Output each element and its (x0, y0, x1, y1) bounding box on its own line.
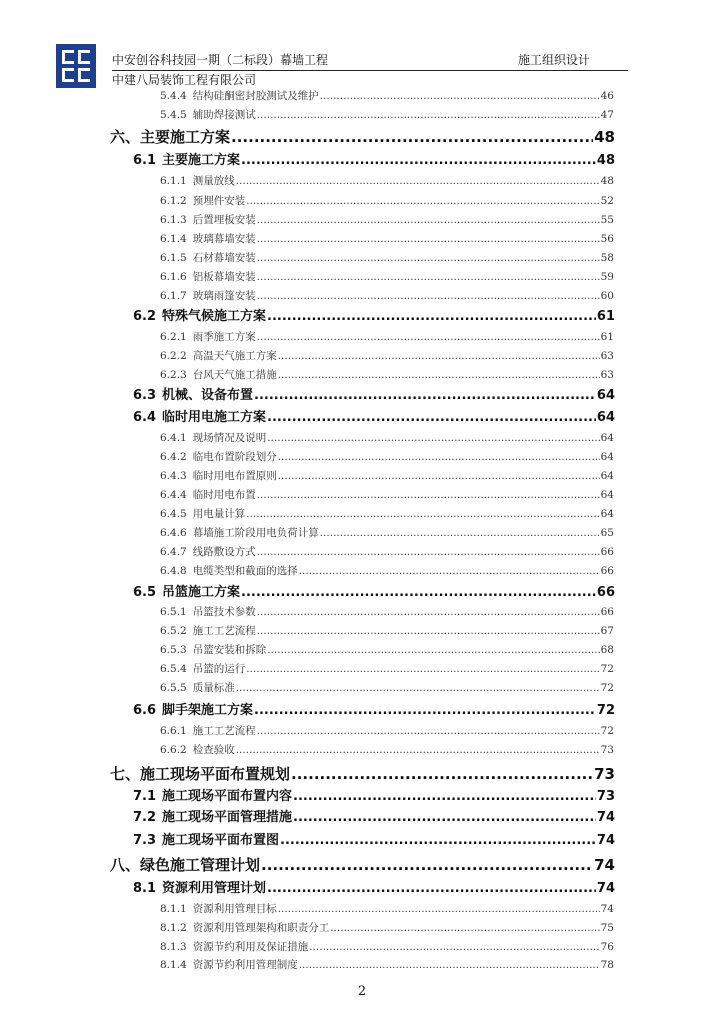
toc-entry-title: 资源节约利用管理制度 (192, 959, 298, 971)
toc-dot-leader (257, 330, 600, 345)
toc-entry-page: 48 (596, 153, 615, 168)
toc-dot-leader (246, 507, 599, 522)
toc-entry-number: 8.1.1 (160, 903, 187, 915)
toc-entry-page: 76 (600, 941, 614, 953)
toc-entry-title: 主要施工方案 (162, 153, 241, 168)
toc-entry-page: 66 (600, 546, 614, 558)
toc-entry-page: 74 (594, 856, 615, 874)
toc-entry[interactable] (160, 89, 614, 104)
toc-entry-number: 6.2 (133, 309, 157, 324)
toc-entry-title: 幕墙施工阶段用电负荷计算 (192, 527, 319, 539)
toc-entry[interactable] (160, 174, 614, 189)
toc-entry-title: 资源利用管理计划 (162, 881, 267, 896)
toc-dot-leader (278, 450, 600, 465)
toc-entry-title: 特殊气候施工方案 (162, 309, 267, 324)
toc-dot-leader (267, 643, 599, 658)
toc-entry-number: 6.1.4 (160, 233, 187, 245)
toc-entry[interactable] (160, 958, 614, 973)
toc-entry[interactable] (160, 662, 614, 677)
toc-entry-page: 64 (596, 410, 615, 425)
toc-entry-title: 用电量计算 (192, 508, 246, 520)
toc-entry[interactable] (160, 270, 614, 285)
toc-entry-page: 73 (594, 765, 615, 783)
toc-dot-leader (267, 409, 596, 427)
toc-entry-number: 6.2.2 (160, 350, 187, 362)
toc-entry-title: 石材幕墙安装 (192, 252, 256, 264)
toc-entry-page: 56 (600, 233, 614, 245)
toc-entry[interactable] (133, 788, 615, 806)
toc-dot-leader (257, 251, 600, 266)
toc-entry-title: 预埋件安装 (192, 195, 246, 207)
toc-entry[interactable] (160, 488, 614, 503)
toc-entry-page: 66 (600, 606, 614, 618)
toc-entry-page: 64 (600, 451, 614, 463)
toc-dot-leader (246, 662, 599, 677)
toc-entry-title: 玻璃雨篷安装 (192, 290, 256, 302)
toc-entry-number: 6.4.4 (160, 489, 187, 501)
toc-entry-page: 73 (596, 789, 615, 804)
toc-entry-number: 6.4.1 (160, 432, 187, 444)
toc-entry-title: 施工工艺流程 (192, 625, 256, 637)
toc-dot-leader (257, 213, 600, 228)
toc-dot-leader (299, 958, 600, 973)
toc-entry-page: 64 (600, 470, 614, 482)
toc-entry-title: 雨季施工方案 (192, 331, 256, 343)
toc-entry-page: 48 (600, 175, 614, 187)
toc-entry-title: 玻璃幕墙安装 (192, 233, 256, 245)
toc-entry-title: 高温天气施工方案 (192, 350, 277, 362)
toc-entry-title: 结构硅酮密封胶测试及维护 (192, 90, 319, 102)
toc-entry-page: 64 (600, 489, 614, 501)
toc-entry-title: 铝板幕墙安装 (192, 271, 256, 283)
toc-entry-page: 74 (600, 903, 614, 915)
toc-dot-leader (257, 605, 600, 620)
toc-dot-leader (231, 127, 593, 147)
toc-entry[interactable] (160, 545, 614, 560)
toc-entry-title: 脚手架施工方案 (162, 703, 254, 718)
toc-entry-page: 72 (600, 663, 614, 675)
toc-entry[interactable] (133, 308, 615, 326)
toc-dot-leader (330, 921, 599, 936)
toc-entry[interactable] (160, 921, 614, 936)
toc-entry-title: 临电布置阶段划分 (192, 451, 277, 463)
toc-entry-title: 临时用电布置 (192, 489, 256, 501)
toc-dot-leader (291, 764, 593, 784)
toc-entry-page: 73 (600, 744, 614, 756)
toc-entry-number: 6.1.6 (160, 271, 187, 283)
toc-entry-title: 资源利用管理架构和职责分工 (192, 922, 330, 934)
toc-entry[interactable] (160, 450, 614, 465)
toc-entry-page: 64 (600, 432, 614, 444)
toc-entry-number: 8.1 (133, 881, 157, 896)
toc-entry[interactable] (133, 387, 615, 405)
toc-entry-page: 48 (594, 128, 615, 146)
toc-entry-page: 59 (600, 271, 614, 283)
toc-dot-leader (293, 788, 596, 806)
toc-entry[interactable] (160, 431, 614, 446)
toc-entry[interactable] (160, 940, 614, 955)
toc-entry-page: 61 (600, 331, 614, 343)
toc-entry-page: 65 (600, 527, 614, 539)
toc-entry-page: 78 (600, 959, 614, 971)
toc-dot-leader (257, 108, 600, 123)
toc-entry-number: 6.4.5 (160, 508, 187, 520)
toc-dot-leader (236, 743, 600, 758)
toc-dot-leader (257, 488, 600, 503)
toc-dot-leader (236, 174, 600, 189)
toc-entry-number: 6.5 (133, 585, 157, 600)
toc-entry-number: 6.4.7 (160, 546, 187, 558)
toc-entry-number: 7.3 (133, 833, 157, 848)
toc-entry-number: 6.4 (133, 410, 157, 425)
toc-dot-leader (278, 349, 600, 364)
toc-entry-page: 74 (596, 833, 615, 848)
toc-dot-leader (241, 152, 596, 170)
toc-entry-number: 7.2 (133, 810, 157, 825)
toc-entry-number: 6.1 (133, 153, 157, 168)
toc-entry[interactable] (160, 108, 614, 123)
toc-entry-number: 6.4.3 (160, 470, 187, 482)
toc-entry[interactable] (133, 832, 615, 850)
toc-entry[interactable] (133, 702, 615, 720)
toc-entry-page: 66 (596, 585, 615, 600)
toc-entry-number: 6.5.2 (160, 625, 187, 637)
page-number: 2 (357, 984, 367, 999)
toc-entry-title: 机械、设备布置 (162, 388, 254, 403)
toc-entry-number: 6.5.3 (160, 644, 187, 656)
toc-entry-number: 七、 (110, 765, 141, 783)
toc-dot-leader (257, 270, 600, 285)
toc-entry[interactable] (160, 349, 614, 364)
toc-entry[interactable] (160, 368, 614, 383)
toc-entry-page: 75 (600, 922, 614, 934)
toc-entry[interactable] (160, 624, 614, 639)
toc-dot-leader (309, 940, 599, 955)
toc-entry[interactable] (110, 127, 615, 147)
toc-entry-title: 检查验收 (192, 744, 235, 756)
toc-dot-leader (257, 724, 600, 739)
header-company: 中建八局装饰工程有限公司 (112, 73, 257, 87)
toc-entry-page: 47 (600, 109, 614, 121)
toc-entry[interactable] (110, 764, 615, 784)
toc-entry-title: 施工工艺流程 (192, 725, 256, 737)
toc-entry[interactable] (133, 584, 615, 602)
toc-entry[interactable] (133, 809, 615, 827)
toc-entry-number: 6.4.2 (160, 451, 187, 463)
toc-entry-page: 72 (600, 682, 614, 694)
toc-entry-title: 质量标准 (192, 682, 235, 694)
toc-entry-page: 52 (600, 195, 614, 207)
toc-entry[interactable] (160, 724, 614, 739)
toc-entry[interactable] (160, 232, 614, 247)
toc-entry-number: 7.1 (133, 789, 157, 804)
toc-entry-number: 六、 (110, 128, 141, 146)
toc-dot-leader (257, 232, 600, 247)
toc-entry-number: 6.6.1 (160, 725, 187, 737)
toc-dot-leader (320, 89, 600, 104)
toc-entry-page: 58 (600, 252, 614, 264)
toc-entry[interactable] (133, 880, 615, 898)
toc-entry[interactable] (133, 152, 615, 170)
toc-entry[interactable] (110, 855, 615, 875)
toc-dot-leader (254, 387, 596, 405)
toc-entry-number: 6.1.2 (160, 195, 187, 207)
toc-entry-page: 64 (600, 508, 614, 520)
toc-entry[interactable] (160, 469, 614, 484)
toc-entry-title: 吊篮技术参数 (192, 606, 256, 618)
toc-entry-number: 6.1.5 (160, 252, 187, 264)
toc-entry-page: 68 (600, 644, 614, 656)
toc-entry[interactable] (160, 526, 614, 541)
toc-entry-number: 6.1.3 (160, 214, 187, 226)
toc-dot-leader (278, 368, 600, 383)
toc-dot-leader (278, 902, 600, 917)
toc-entry-number: 5.4.4 (160, 90, 187, 102)
toc-entry-title: 绿色施工管理计划 (140, 856, 261, 874)
toc-entry-number: 6.1.7 (160, 290, 187, 302)
toc-dot-leader (261, 855, 593, 875)
company-logo (56, 44, 96, 88)
toc-entry-number: 6.5.4 (160, 663, 187, 675)
toc-entry[interactable] (160, 605, 614, 620)
toc-entry-page: 66 (600, 565, 614, 577)
toc-entry-number: 6.4.8 (160, 565, 187, 577)
toc-entry-title: 资源节约利用及保证措施 (192, 941, 309, 953)
toc-dot-leader (257, 289, 600, 304)
toc-entry-title: 资源利用管理目标 (192, 903, 277, 915)
toc-entry-number: 6.5.5 (160, 682, 187, 694)
toc-entry-number: 8.1.3 (160, 941, 187, 953)
toc-entry[interactable] (133, 409, 615, 427)
toc-entry-title: 台风天气施工措施 (192, 369, 277, 381)
toc-entry-number: 8.1.2 (160, 922, 187, 934)
toc-dot-leader (280, 832, 596, 850)
toc-entry-title: 临时用电布置原则 (192, 470, 277, 482)
toc-entry-number: 6.3 (133, 388, 157, 403)
toc-entry[interactable] (160, 743, 614, 758)
toc-entry-number: 6.5.1 (160, 606, 187, 618)
toc-entry[interactable] (160, 564, 614, 579)
toc-entry-page: 55 (600, 214, 614, 226)
toc-entry[interactable] (160, 213, 614, 228)
toc-entry-page: 61 (596, 309, 615, 324)
toc-dot-leader (267, 431, 599, 446)
toc-entry-number: 6.2.1 (160, 331, 187, 343)
toc-entry-title: 现场情况及说明 (192, 432, 267, 444)
header-doc-title: 施工组织设计 (518, 53, 591, 67)
toc-entry-number: 6.4.6 (160, 527, 187, 539)
toc-entry-number: 八、 (110, 856, 141, 874)
toc-entry-page: 74 (596, 810, 615, 825)
header-project-title: 中安创谷科技园一期（二标段）幕墙工程 (112, 53, 329, 67)
toc-entry-number: 6.6 (133, 703, 157, 718)
toc-entry-title: 线路敷设方式 (192, 546, 256, 558)
toc-dot-leader (236, 681, 600, 696)
toc-dot-leader (241, 584, 596, 602)
toc-entry-title: 吊篮安装和拆除 (192, 644, 267, 656)
toc-entry-number: 6.6.2 (160, 744, 187, 756)
toc-entry-page: 46 (600, 90, 614, 102)
toc-entry-title: 临时用电施工方案 (162, 410, 267, 425)
toc-entry-title: 后置埋板安装 (192, 214, 256, 226)
toc-entry[interactable] (160, 289, 614, 304)
toc-dot-leader (320, 526, 600, 541)
toc-entry[interactable] (160, 902, 614, 917)
toc-entry-number: 6.2.3 (160, 369, 187, 381)
toc-entry-page: 72 (600, 725, 614, 737)
toc-entry-title: 电缆类型和截面的选择 (192, 565, 298, 577)
toc-entry-title: 辅助焊接测试 (192, 109, 256, 121)
toc-entry[interactable] (160, 330, 614, 345)
toc-entry[interactable] (160, 681, 614, 696)
toc-entry[interactable] (160, 643, 614, 658)
toc-entry-title: 施工现场平面管理措施 (162, 810, 293, 825)
toc-entry-page: 72 (596, 703, 615, 718)
toc-dot-leader (246, 194, 599, 209)
toc-dot-leader (267, 880, 596, 898)
toc-entry-number: 5.4.5 (160, 109, 187, 121)
toc-entry-title: 吊篮施工方案 (162, 585, 241, 600)
toc-entry-title: 主要施工方案 (140, 128, 231, 146)
toc-dot-leader (293, 809, 596, 827)
toc-entry-page: 63 (600, 350, 614, 362)
toc-entry-page: 67 (600, 625, 614, 637)
toc-entry-number: 6.1.1 (160, 175, 187, 187)
toc-entry[interactable] (160, 194, 614, 209)
toc-dot-leader (267, 308, 596, 326)
toc-entry-title: 施工现场平面布置规划 (140, 765, 291, 783)
toc-entry-page: 74 (596, 881, 615, 896)
toc-dot-leader (257, 545, 600, 560)
toc-entry-number: 8.1.4 (160, 959, 187, 971)
toc-entry-page: 63 (600, 369, 614, 381)
toc-entry-page: 64 (596, 388, 615, 403)
toc-entry-title: 施工现场平面布置图 (162, 833, 280, 848)
toc-dot-leader (254, 702, 596, 720)
toc-dot-leader (257, 624, 600, 639)
toc-entry[interactable] (160, 507, 614, 522)
toc-entry-page: 60 (600, 290, 614, 302)
toc-entry[interactable] (160, 251, 614, 266)
toc-dot-leader (299, 564, 600, 579)
toc-entry-title: 吊篮的运行 (192, 663, 246, 675)
toc-entry-title: 测量放线 (192, 175, 235, 187)
header-divider (112, 70, 628, 71)
toc-dot-leader (278, 469, 600, 484)
toc-entry-title: 施工现场平面布置内容 (162, 789, 293, 804)
